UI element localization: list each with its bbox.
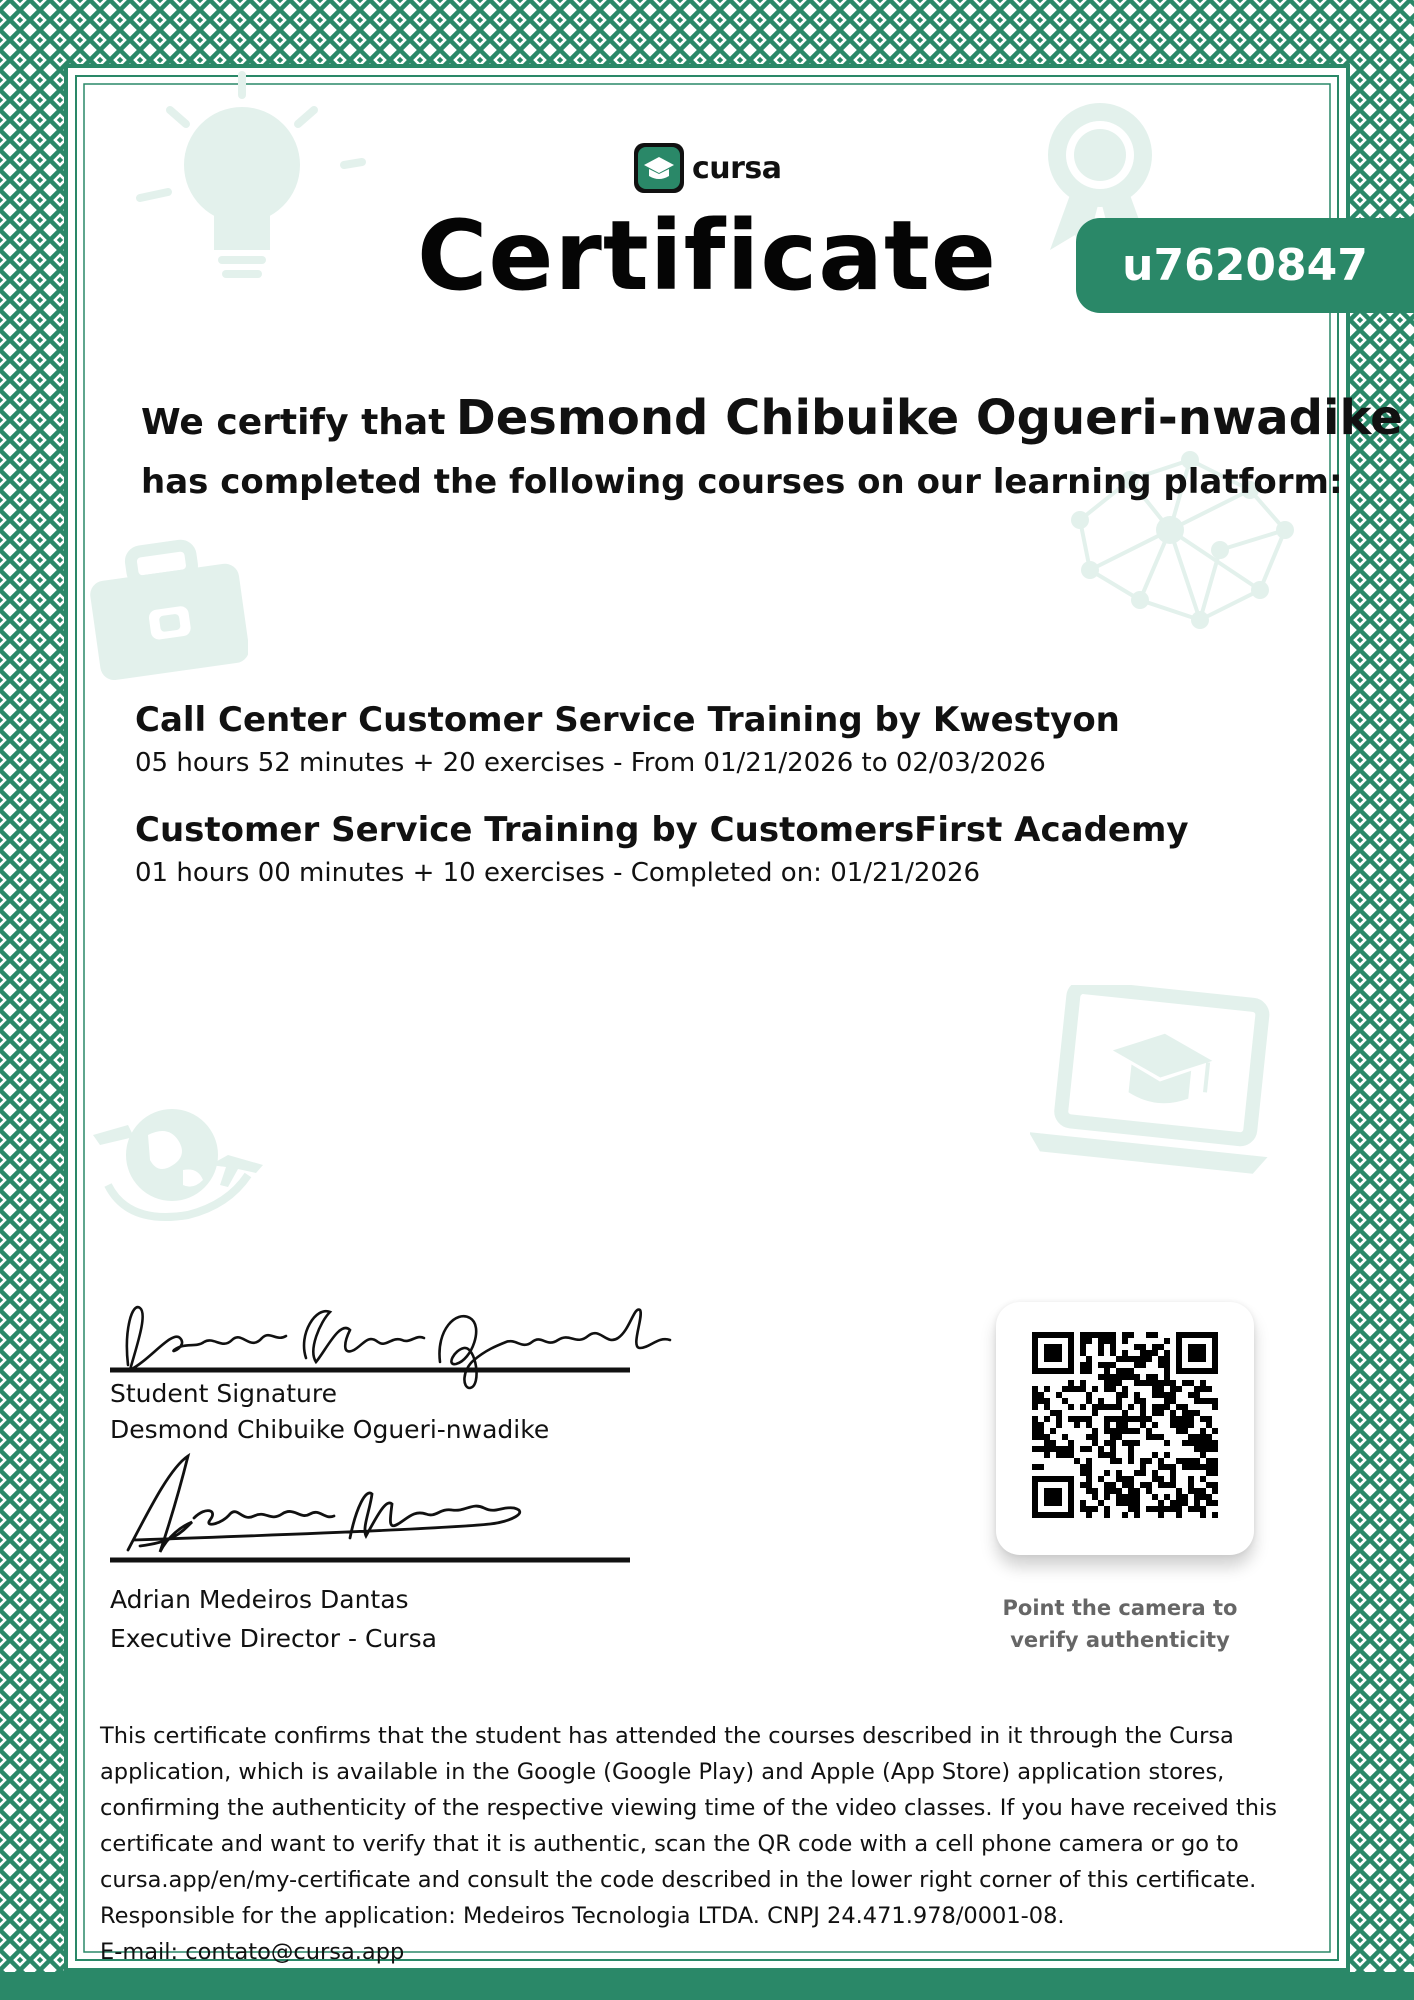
course-item <box>135 700 1120 778</box>
student-signature-block <box>110 1376 549 1448</box>
graduation-cap-logo-icon <box>632 141 686 195</box>
certify-prefix: We certify that <box>141 402 446 443</box>
globe-travel-icon <box>88 1095 268 1225</box>
course-title: Call Center Customer Service Training by Kwestyon <box>135 700 1120 740</box>
qr-card <box>996 1302 1254 1555</box>
qr-caption-line-1: Point the camera to <box>1002 1596 1238 1620</box>
director-role: Executive Director - Cursa <box>110 1624 437 1653</box>
qr-caption <box>970 1592 1270 1656</box>
student-signature-label: Student Signature <box>110 1379 337 1408</box>
disclaimer-text <box>100 1718 1320 1970</box>
laptop-graduation-icon <box>1030 985 1280 1180</box>
director-name: Adrian Medeiros Dantas <box>110 1585 409 1614</box>
network-brain-icon <box>1060 420 1300 650</box>
qr-modules <box>1032 1332 1218 1518</box>
disclaimer-line: cursa.app/en/my-certificate and consult the code described in the lower right corner of this certificate. <box>100 1867 1257 1893</box>
qr-code[interactable] <box>1032 1332 1218 1518</box>
director-signature-block <box>110 1580 437 1658</box>
completed-statement: has completed the following courses on our learning platform: <box>141 462 1343 502</box>
director-handwritten-signature <box>110 1448 650 1578</box>
certify-line <box>141 390 1403 446</box>
qr-caption-line-2: verify authenticity <box>1010 1628 1230 1652</box>
certificate-title: Certificate <box>416 200 998 312</box>
briefcase-icon <box>88 530 248 680</box>
student-name: Desmond Chibuike Ogueri-nwadike <box>455 390 1403 446</box>
course-item <box>135 810 1189 888</box>
student-signature-name: Desmond Chibuike Ogueri-nwadike <box>110 1415 550 1444</box>
cursa-logo <box>632 141 782 195</box>
certificate-code-badge: u7620847 <box>1076 218 1414 313</box>
disclaimer-line: E-mail: contato@cursa.app <box>100 1939 405 1965</box>
disclaimer-line: Responsible for the application: Medeiros Tecnologia LTDA. CNPJ 24.471.978/0001-08. <box>100 1903 1065 1929</box>
disclaimer-line: confirming the authenticity of the respective viewing time of the video classes. If you have received this <box>100 1795 1277 1821</box>
disclaimer-line: application, which is available in the Google (Google Play) and Apple (App Store) application stores, <box>100 1759 1225 1785</box>
student-handwritten-signature <box>110 1290 690 1390</box>
course-detail: 01 hours 00 minutes + 10 exercises - Completed on: 01/21/2026 <box>135 858 981 888</box>
course-title: Customer Service Training by CustomersFirst Academy <box>135 810 1189 850</box>
disclaimer-line: This certificate confirms that the student has attended the courses described in it through the Cursa <box>100 1723 1234 1749</box>
logo-text: cursa <box>692 150 782 186</box>
disclaimer-line: certificate and want to verify that it is authentic, scan the QR code with a cell phone camera or go to <box>100 1831 1239 1857</box>
course-detail: 05 hours 52 minutes + 20 exercises - From 01/21/2026 to 02/03/2026 <box>135 748 1046 778</box>
